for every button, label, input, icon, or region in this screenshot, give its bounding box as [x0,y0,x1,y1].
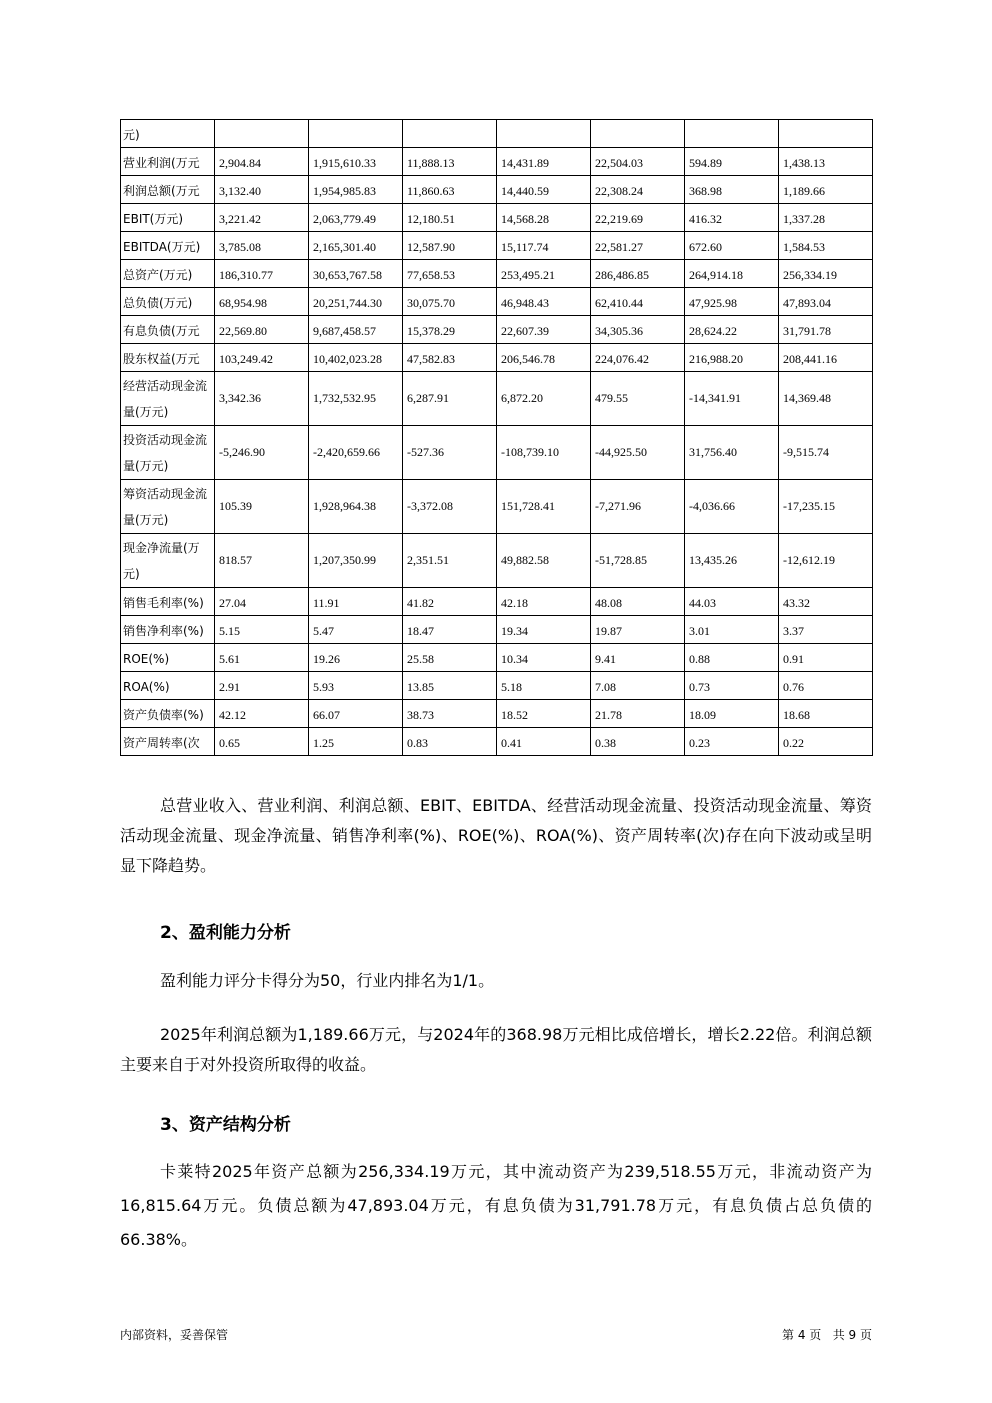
table-row [121,480,873,534]
table-cell: 103,249.42 [215,344,309,372]
table-cell: 14,431.89 [497,148,591,176]
table-cell: 1,915,610.33 [309,148,403,176]
table-row [121,426,873,480]
table-cell: 14,369.48 [779,372,873,426]
row-label: EBITDA(万元) [121,232,215,260]
footer-confidential-note: 内部资料，妥善保管 [120,1328,229,1342]
table-cell: 19.26 [309,644,403,672]
table-cell: -12,612.19 [779,534,873,588]
table-cell: -51,728.85 [591,534,685,588]
table-cell: 5.15 [215,616,309,644]
table-cell: 6,287.91 [403,372,497,426]
table-cell: 47,893.04 [779,288,873,316]
table-cell: 253,495.21 [497,260,591,288]
table-cell: 10.34 [497,644,591,672]
table-cell: 2.91 [215,672,309,700]
table-cell: 2,904.84 [215,148,309,176]
table-cell: 594.89 [685,148,779,176]
table-cell [309,120,403,148]
row-label: 股东权益(万元 [121,344,215,372]
table-cell: 12,180.51 [403,204,497,232]
table-cell: 0.76 [779,672,873,700]
financial-table-body [121,120,873,756]
table-cell: -7,271.96 [591,480,685,534]
table-row [121,644,873,672]
table-cell: 49,882.58 [497,534,591,588]
table-cell [215,120,309,148]
footer-page-number: 第 4 页 共 9 页 [782,1328,872,1342]
table-cell: 3.01 [685,616,779,644]
table-cell: 30,653,767.58 [309,260,403,288]
table-cell: 216,988.20 [685,344,779,372]
table-cell: 1,928,964.38 [309,480,403,534]
table-row [121,728,873,756]
table-cell: -2,420,659.66 [309,426,403,480]
table-cell: 14,568.28 [497,204,591,232]
table-row [121,204,873,232]
table-cell: 0.38 [591,728,685,756]
table-row [121,588,873,616]
table-cell: 30,075.70 [403,288,497,316]
table-cell: 2,351.51 [403,534,497,588]
table-cell: 206,546.78 [497,344,591,372]
table-cell: 0.22 [779,728,873,756]
table-cell: 22,581.27 [591,232,685,260]
table-cell: 1,189.66 [779,176,873,204]
summary-paragraph: 总营业收入、营业利润、利润总额、EBIT、EBITDA、经营活动现金流量、投资活动现金流量、筹资活动现金流量、现金净流量、销售净利率(%)、ROE(%)、ROA(%)、资产周转率(次)存在向下波动或呈明显下降趋势。 [120,796,872,875]
table-cell: -9,515.74 [779,426,873,480]
row-label: ROA(%) [121,672,215,700]
row-label: 总负债(万元) [121,288,215,316]
table-cell: -14,341.91 [685,372,779,426]
table-cell [685,120,779,148]
table-cell: 18.09 [685,700,779,728]
table-cell: 0.91 [779,644,873,672]
table-cell: -17,235.15 [779,480,873,534]
table-cell: 14,440.59 [497,176,591,204]
table-row [121,260,873,288]
table-cell: 3.37 [779,616,873,644]
row-label: 利润总额(万元 [121,176,215,204]
table-cell: 46,948.43 [497,288,591,316]
row-label: EBIT(万元) [121,204,215,232]
table-cell: 11,888.13 [403,148,497,176]
row-label: ROE(%) [121,644,215,672]
table-cell: 19.34 [497,616,591,644]
table-row [121,672,873,700]
table-cell: 5.47 [309,616,403,644]
table-cell: 186,310.77 [215,260,309,288]
table-cell: -108,739.10 [497,426,591,480]
table-cell: 1,954,985.83 [309,176,403,204]
table-cell: 12,587.90 [403,232,497,260]
table-cell: 5.18 [497,672,591,700]
row-label: 有息负债(万元 [121,316,215,344]
row-label: 元) [121,120,215,148]
table-cell: 77,658.53 [403,260,497,288]
row-label: 销售毛利率(%) [121,588,215,616]
table-cell: 42.18 [497,588,591,616]
table-cell: 68,954.98 [215,288,309,316]
table-cell: -527.36 [403,426,497,480]
table-cell: 3,221.42 [215,204,309,232]
table-cell: 13,435.26 [685,534,779,588]
table-cell: 5.61 [215,644,309,672]
table-cell: 1,207,350.99 [309,534,403,588]
table-cell: 3,785.08 [215,232,309,260]
table-cell: 1,337.28 [779,204,873,232]
table-cell: 286,486.85 [591,260,685,288]
table-row [121,616,873,644]
table-cell: 6,872.20 [497,372,591,426]
table-cell: 672.60 [685,232,779,260]
table-cell: 3,132.40 [215,176,309,204]
table-row [121,232,873,260]
table-cell: 7.08 [591,672,685,700]
table-cell: 21.78 [591,700,685,728]
table-cell: 5.93 [309,672,403,700]
table-row [121,148,873,176]
section-2-paragraph-1: 盈利能力评分卡得分为50，行业内排名为1/1。 [160,971,495,990]
table-cell: 105.39 [215,480,309,534]
table-cell: 479.55 [591,372,685,426]
table-row [121,372,873,426]
table-row [121,700,873,728]
table-cell [403,120,497,148]
table-cell: 27.04 [215,588,309,616]
table-cell: 151,728.41 [497,480,591,534]
table-row [121,344,873,372]
table-cell: 18.47 [403,616,497,644]
row-label: 现金净流量(万元) [121,534,215,588]
table-cell: 416.32 [685,204,779,232]
table-cell: -4,036.66 [685,480,779,534]
table-cell [591,120,685,148]
table-cell: 34,305.36 [591,316,685,344]
table-cell: 19.87 [591,616,685,644]
table-cell: 42.12 [215,700,309,728]
row-label: 营业利润(万元 [121,148,215,176]
table-cell: 22,308.24 [591,176,685,204]
table-cell: 11.91 [309,588,403,616]
table-cell: 47,582.83 [403,344,497,372]
table-cell: 18.68 [779,700,873,728]
row-label: 资产周转率(次 [121,728,215,756]
table-cell: 22,569.80 [215,316,309,344]
table-cell: 22,607.39 [497,316,591,344]
table-cell: 0.88 [685,644,779,672]
table-cell: 41.82 [403,588,497,616]
section-3-paragraph-1: 卡莱特2025年资产总额为256,334.19万元，其中流动资产为239,518.55万元，非流动资产为16,815.64万元。负债总额为47,893.04万元，有息负债为31,791.78万元，有息负债占总负债的66.38%。 [120,1162,872,1249]
table-row [121,316,873,344]
table-cell [779,120,873,148]
table-cell: 13.85 [403,672,497,700]
table-cell: 44.03 [685,588,779,616]
table-cell: 10,402,023.28 [309,344,403,372]
row-label: 销售净利率(%) [121,616,215,644]
section-2-paragraph-2: 2025年利润总额为1,189.66万元，与2024年的368.98万元相比成倍增长，增长2.22倍。利润总额主要来自于对外投资所取得的收益。 [120,1025,872,1074]
table-cell: -44,925.50 [591,426,685,480]
table-cell: 38.73 [403,700,497,728]
row-label: 筹资活动现金流量(万元) [121,480,215,534]
table-cell: 31,791.78 [779,316,873,344]
table-cell: 1,584.53 [779,232,873,260]
table-cell: 2,165,301.40 [309,232,403,260]
financial-table [120,119,873,756]
table-row [121,288,873,316]
table-cell: 9,687,458.57 [309,316,403,344]
table-cell [497,120,591,148]
table-cell: 0.83 [403,728,497,756]
table-cell: 264,914.18 [685,260,779,288]
table-cell: 20,251,744.30 [309,288,403,316]
table-cell: 1,438.13 [779,148,873,176]
table-cell: 0.41 [497,728,591,756]
table-cell: 0.23 [685,728,779,756]
table-cell: 62,410.44 [591,288,685,316]
table-cell: 18.52 [497,700,591,728]
table-cell: 0.65 [215,728,309,756]
table-cell: 3,342.36 [215,372,309,426]
table-cell: 0.73 [685,672,779,700]
table-cell: 818.57 [215,534,309,588]
table-cell: 2,063,779.49 [309,204,403,232]
table-cell: 1,732,532.95 [309,372,403,426]
table-cell: 9.41 [591,644,685,672]
table-cell: 15,117.74 [497,232,591,260]
table-cell: 208,441.16 [779,344,873,372]
section-3-heading: 3、资产结构分析 [160,1115,291,1135]
table-cell: -5,246.90 [215,426,309,480]
table-cell: 47,925.98 [685,288,779,316]
table-cell: 28,624.22 [685,316,779,344]
table-cell: 368.98 [685,176,779,204]
table-cell: 25.58 [403,644,497,672]
table-cell: 224,076.42 [591,344,685,372]
table-cell: 66.07 [309,700,403,728]
table-row [121,176,873,204]
table-row [121,120,873,148]
row-label: 投资活动现金流量(万元) [121,426,215,480]
table-row [121,534,873,588]
section-2-heading: 2、盈利能力分析 [160,923,291,943]
table-cell: 256,334.19 [779,260,873,288]
table-cell: 31,756.40 [685,426,779,480]
table-cell: -3,372.08 [403,480,497,534]
row-label: 资产负债率(%) [121,700,215,728]
table-cell: 43.32 [779,588,873,616]
row-label: 总资产(万元) [121,260,215,288]
table-cell: 48.08 [591,588,685,616]
table-cell: 22,219.69 [591,204,685,232]
table-cell: 1.25 [309,728,403,756]
table-cell: 11,860.63 [403,176,497,204]
row-label: 经营活动现金流量(万元) [121,372,215,426]
table-cell: 22,504.03 [591,148,685,176]
table-cell: 15,378.29 [403,316,497,344]
